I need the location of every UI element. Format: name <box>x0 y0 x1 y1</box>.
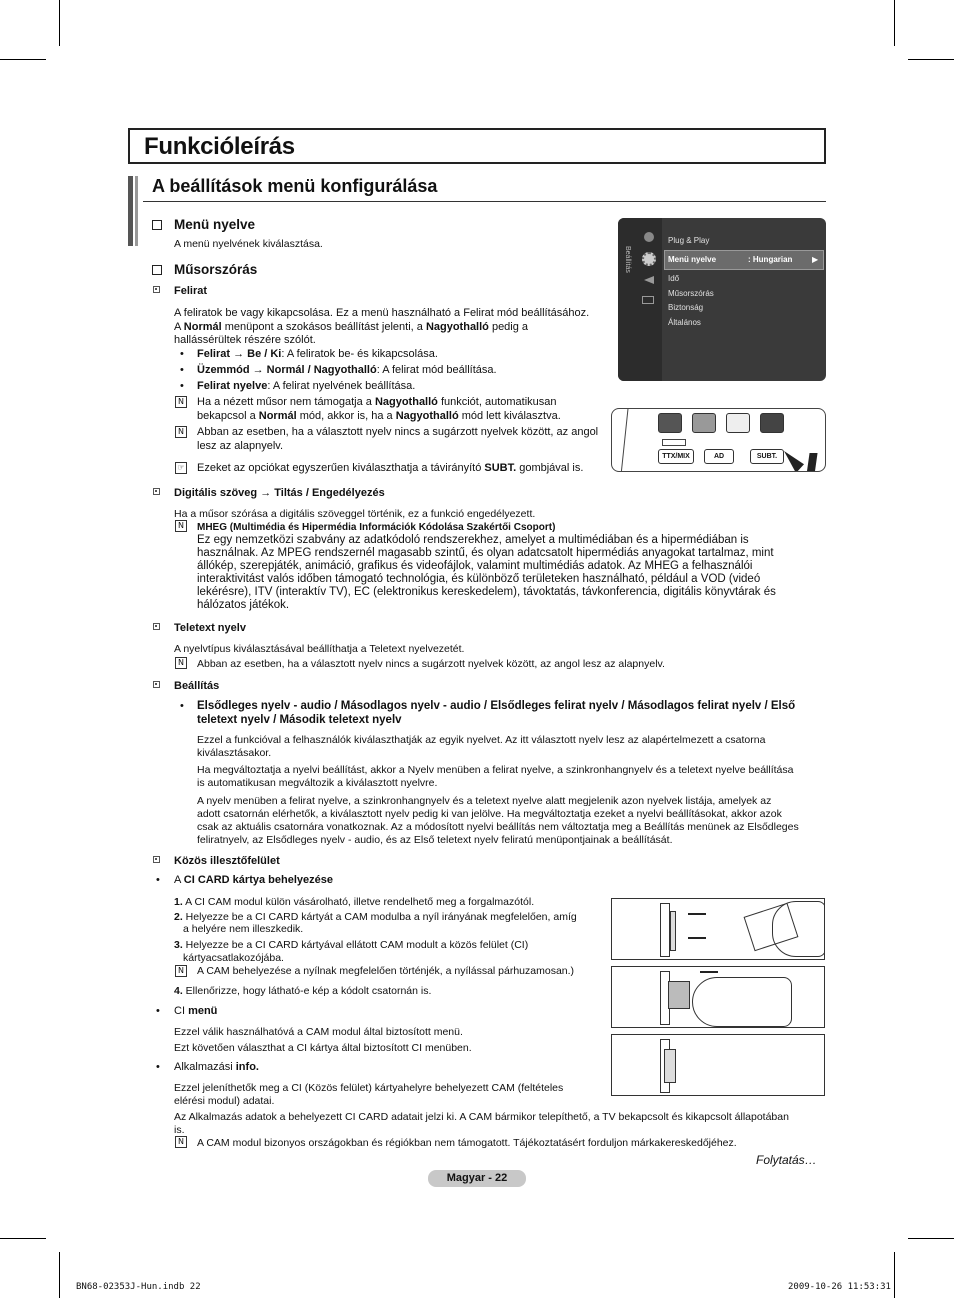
ci-card-heading: A CI CARD kártya behelyezése <box>174 874 333 886</box>
bullet-dot: • <box>156 1005 160 1017</box>
app-info-heading: Alkalmazási info. <box>174 1061 259 1073</box>
section-divider <box>143 201 826 202</box>
beallitas-b1-l1: Elsődleges nyelv - audio / Másodlagos nyelv - audio / Elsődleges felirat nyelv / Másodlagos felirat nyelv / Első <box>197 700 796 712</box>
remote-control-image <box>611 408 826 472</box>
bullet-square-icon <box>153 488 160 495</box>
beallitas-p1-l1: Ezzel a funkcióval a felhasználók kiválaszthatják az egyik nyelvet. Az itt választott nyelv lesz az alapértelmezett a csatorna <box>197 734 766 746</box>
digitalis-heading: Digitális szöveg → Tiltás / Engedélyezés <box>174 487 385 499</box>
note-icon: N <box>175 396 187 408</box>
mheg-l3: állókép, szerepjáték, animáció, grafikus és videofájlok, valamint multimédiás adatok. Az MHEG a felhasználói <box>197 560 753 572</box>
osd-settings-menu <box>618 218 826 381</box>
note-icon: N <box>175 965 187 977</box>
felirat-p3: hallássérültek részére szólót. <box>174 334 316 346</box>
ci-step1: 1. A CI CAM modul külön vásárolható, illetve rendelhető meg a forgalmazótól. <box>174 896 535 908</box>
teletext-note: Abban az esetben, ha a választott nyelv nincs a sugárzott nyelvek között, az angol lesz az alapnyelv. <box>197 658 665 670</box>
ci-step3-l2: kártyacsatlakozójába. <box>183 952 284 964</box>
note-icon: N <box>175 1136 187 1148</box>
arrow-right-icon: ▶ <box>812 255 819 264</box>
ci-step4: 4. Ellenőrizze, hogy látható-e kép a kódolt csatornán is. <box>174 985 432 997</box>
page-title: Funkcióleírás <box>144 133 295 160</box>
osd-item: Plug & Play <box>668 236 710 245</box>
bullet-dot: • <box>180 380 184 392</box>
osd-item: Idő <box>668 274 680 283</box>
felirat-p2: A Normál menüpont a szokásos beállítást jelenti, a Nagyothalló pedig a <box>174 321 529 333</box>
bullet-square-icon <box>153 286 160 293</box>
osd-item: Általános <box>668 318 701 327</box>
print-info-right: 2009-10-26 11:53:31 <box>788 1282 891 1292</box>
felirat-b3: Felirat nyelve: A felirat nyelvének beállítása. <box>197 380 416 392</box>
osd-side-label: Beállítás <box>624 246 631 273</box>
bullet-dot: • <box>180 348 184 360</box>
musorszoras-heading: Műsorszórás <box>174 262 258 277</box>
note-icon: N <box>175 426 187 438</box>
green-button <box>692 413 716 433</box>
mheg-l5: lekérésre), ITV (interaktív TV), EC (elektronikus kereskedelem), távoktatás, távkonferencia, digitális könyvtárak és <box>197 586 776 598</box>
cam-module <box>664 1049 676 1083</box>
arrow-left-icon <box>688 913 706 915</box>
blue-button <box>760 413 784 433</box>
teletext-p1: A nyelvtípus kiválasztásával beállíthatja a Teletext nyelvezetét. <box>174 643 465 655</box>
arrow-left-icon <box>700 971 718 973</box>
picture-icon <box>644 232 654 242</box>
digitalis-p1: Ha a műsor szórása a digitális szöveggel történik, ez a funkció engedélyezett. <box>174 508 536 520</box>
cam-insert-illustration-2 <box>611 966 825 1028</box>
menu-nyelve-heading: Menü nyelve <box>174 217 256 232</box>
felirat-heading: Felirat <box>174 285 208 297</box>
beallitas-p3-l4: feliratnyelv, az Elsődleges nyelv - audio, és az Első teletext nyelv feliratú menüpontjainak a beállítását. <box>197 834 673 846</box>
ci-step2-l1: 2. Helyezze be a CI CARD kártyát a CAM modulba a nyíl irányának megfelelően, amíg <box>174 911 577 923</box>
felirat-note3: Ezeket az opciókat egyszerűen kiválaszthatja a távirányító SUBT. gombjával is. <box>197 462 584 474</box>
beallitas-b1-l2: teletext nyelv / Második teletext nyelv <box>197 714 402 726</box>
beallitas-p3-l1: A nyelv menüben a felirat nyelve, a szinkronhangnyelv és a teletext nyelve alatt megjelenik azon nyelvek listája, amelyek az <box>197 795 772 807</box>
beallitas-p1-l2: kiválasztásakor. <box>197 747 272 759</box>
felirat-b2: Üzemmód → Normál / Nagyothalló: A felirat mód beállítása. <box>197 364 497 376</box>
mheg-title: MHEG (Multimédia és Hipermédia Információk Kódolása Szakértői Csoport) <box>197 522 556 533</box>
cam-inserted-illustration <box>611 1034 825 1096</box>
cam-insert-illustration-1 <box>611 898 825 960</box>
ci-menu-heading: CI menü <box>174 1005 218 1017</box>
felirat-p1: A feliratok be vagy kikapcsolása. Ez a menü használható a Felirat mód beállításához. <box>174 307 590 319</box>
kozos-heading: Közös illesztőfelület <box>174 855 280 867</box>
ci-step2-l2: a helyére nem illeszkedik. <box>183 923 304 935</box>
remote-hand-icon: ☞ <box>175 462 187 474</box>
ad-button: AD <box>704 449 734 464</box>
bullet-dot: • <box>156 874 160 886</box>
section-bar-light <box>135 176 138 246</box>
beallitas-p2-l1: Ha megváltoztatja a nyelvi beállítást, akkor a Nyelv menüben a felirat nyelve, a szinkronhangnyelv és a teletext nyelve beállítása <box>197 764 794 776</box>
page-number-badge: Magyar - 22 <box>428 1170 526 1187</box>
felirat-note2-l2: lesz az alapnyelv. <box>197 440 284 452</box>
ci-menu-l2: Ezt követően választhat a CI kártya által biztosított CI menüben. <box>174 1042 472 1054</box>
bullet-dot: • <box>180 700 184 712</box>
ci-menu-l1: Ezzel válik használhatóvá a CAM modul által biztosított menü. <box>174 1026 463 1038</box>
ttx-mix-button: TTX/MIX <box>658 449 694 464</box>
remote-edge <box>620 408 628 472</box>
ci-step3-l1: 3. Helyezze be a CI CARD kártyával ellátott CAM modult a közös felület (CI) <box>174 939 529 951</box>
felirat-note1-l2: bekapcsol a Normál mód, akkor is, ha a Nagyothalló mód lett kiválasztva. <box>197 410 561 422</box>
section-title: A beállítások menü konfigurálása <box>152 176 438 196</box>
ci-slot <box>660 903 670 957</box>
subt-button: SUBT. <box>750 449 784 464</box>
note-icon: N <box>175 657 187 669</box>
checkbox-square-icon <box>152 265 162 275</box>
beallitas-p3-l3: csak az aktuális csatornára vonatkoznak. Az a módosított nyelvi beállítás nem változtatja meg a Beállítás menünek az Elsődleges <box>197 821 799 833</box>
mheg-l6: hálózatos játékok. <box>197 599 290 611</box>
print-info-left: BN68-02353J-Hun.indb 22 <box>76 1282 201 1292</box>
hand-icon <box>772 901 825 957</box>
osd-item: Műsorszórás <box>668 289 714 298</box>
felirat-note2-l1: Abban az esetben, ha a választott nyelv nincs a sugárzott nyelvek között, az angol <box>197 426 599 438</box>
bullet-dot: • <box>156 1061 160 1073</box>
ttx-icon <box>662 439 686 446</box>
app-info-l2: elérési modul) adatai. <box>174 1095 275 1107</box>
ci-note1: A CAM behelyezése a nyílnak megfelelően történjék, a nyílással párhuzamosan.) <box>197 965 575 977</box>
mheg-l1: Ez egy nemzetközi szabvány az adatkódoló rendszerekhez, amelyet a multimédiában és a hipermédiában is <box>197 534 749 546</box>
osd-item: Biztonság <box>668 303 704 312</box>
osd-item-value: : Hungarian <box>748 255 793 264</box>
cam-module <box>670 911 676 951</box>
bullet-square-icon <box>153 856 160 863</box>
mheg-l4: interaktivitást valós időben támogató technológia, és különböző területeken használható, például a VOD (videó <box>197 573 761 585</box>
teletext-heading: Teletext nyelv <box>174 622 246 634</box>
red-button <box>658 413 682 433</box>
app-icon <box>642 296 654 304</box>
felirat-b1: Felirat → Be / Ki: A feliratok be- és kikapcsolása. <box>197 348 438 360</box>
felirat-note1-l1: Ha a nézett műsor nem támogatja a Nagyothalló funkciót, automatikusan <box>197 396 557 408</box>
hand-icon <box>806 453 817 472</box>
pointer-arrow-icon <box>784 451 804 472</box>
page-title-box <box>128 128 826 164</box>
cam-module <box>668 981 690 1009</box>
app-info-note: A CAM modul bizonyos országokban és régiókban nem támogatott. Tájékoztatásért forduljon márkakereskedőjéhez. <box>197 1137 737 1149</box>
continued-text: Folytatás… <box>756 1153 817 1167</box>
checkbox-square-icon <box>152 220 162 230</box>
app-info-l3: Az Alkalmazás adatok a behelyezett CI CARD adatait jelzi ki. A CAM bármikor telepíthető, a TV bekapcsolt és kikapcsolt állapotában <box>174 1111 789 1123</box>
bullet-square-icon <box>153 681 160 688</box>
arrow-left-icon <box>688 937 706 939</box>
hand-icon <box>692 977 792 1027</box>
beallitas-heading: Beállítás <box>174 680 220 692</box>
bullet-square-icon <box>153 623 160 630</box>
mheg-l2: használnak. Az MPEG rendszernél magasabb szintű, és olyan adatcsatolt hipermédiás anyagokat tartalmaz, mint <box>197 547 774 559</box>
menu-nyelve-desc: A menü nyelvének kiválasztása. <box>174 238 323 250</box>
app-info-l1: Ezzel jeleníthetők meg a CI (Közös felület) kártyahelyre behelyezett CAM (feltételes <box>174 1082 564 1094</box>
note-icon: N <box>175 520 187 532</box>
yellow-button <box>726 413 750 433</box>
bullet-dot: • <box>180 364 184 376</box>
app-info-l4: is. <box>174 1124 185 1136</box>
osd-sidebar <box>618 218 662 381</box>
gear-icon <box>642 252 656 266</box>
section-bar <box>128 176 133 246</box>
osd-item-selected: Menü nyelve <box>668 255 717 264</box>
beallitas-p3-l2: adott csatornán elérhetők, a kiválasztott nyelv pedig ki van jelölve. Ha megváltoztatja ezeket a nyelvi beállításokat, akkor azok <box>197 808 782 820</box>
beallitas-p2-l2: is automatikusan megváltozik a kiválasztott nyelvre. <box>197 777 438 789</box>
